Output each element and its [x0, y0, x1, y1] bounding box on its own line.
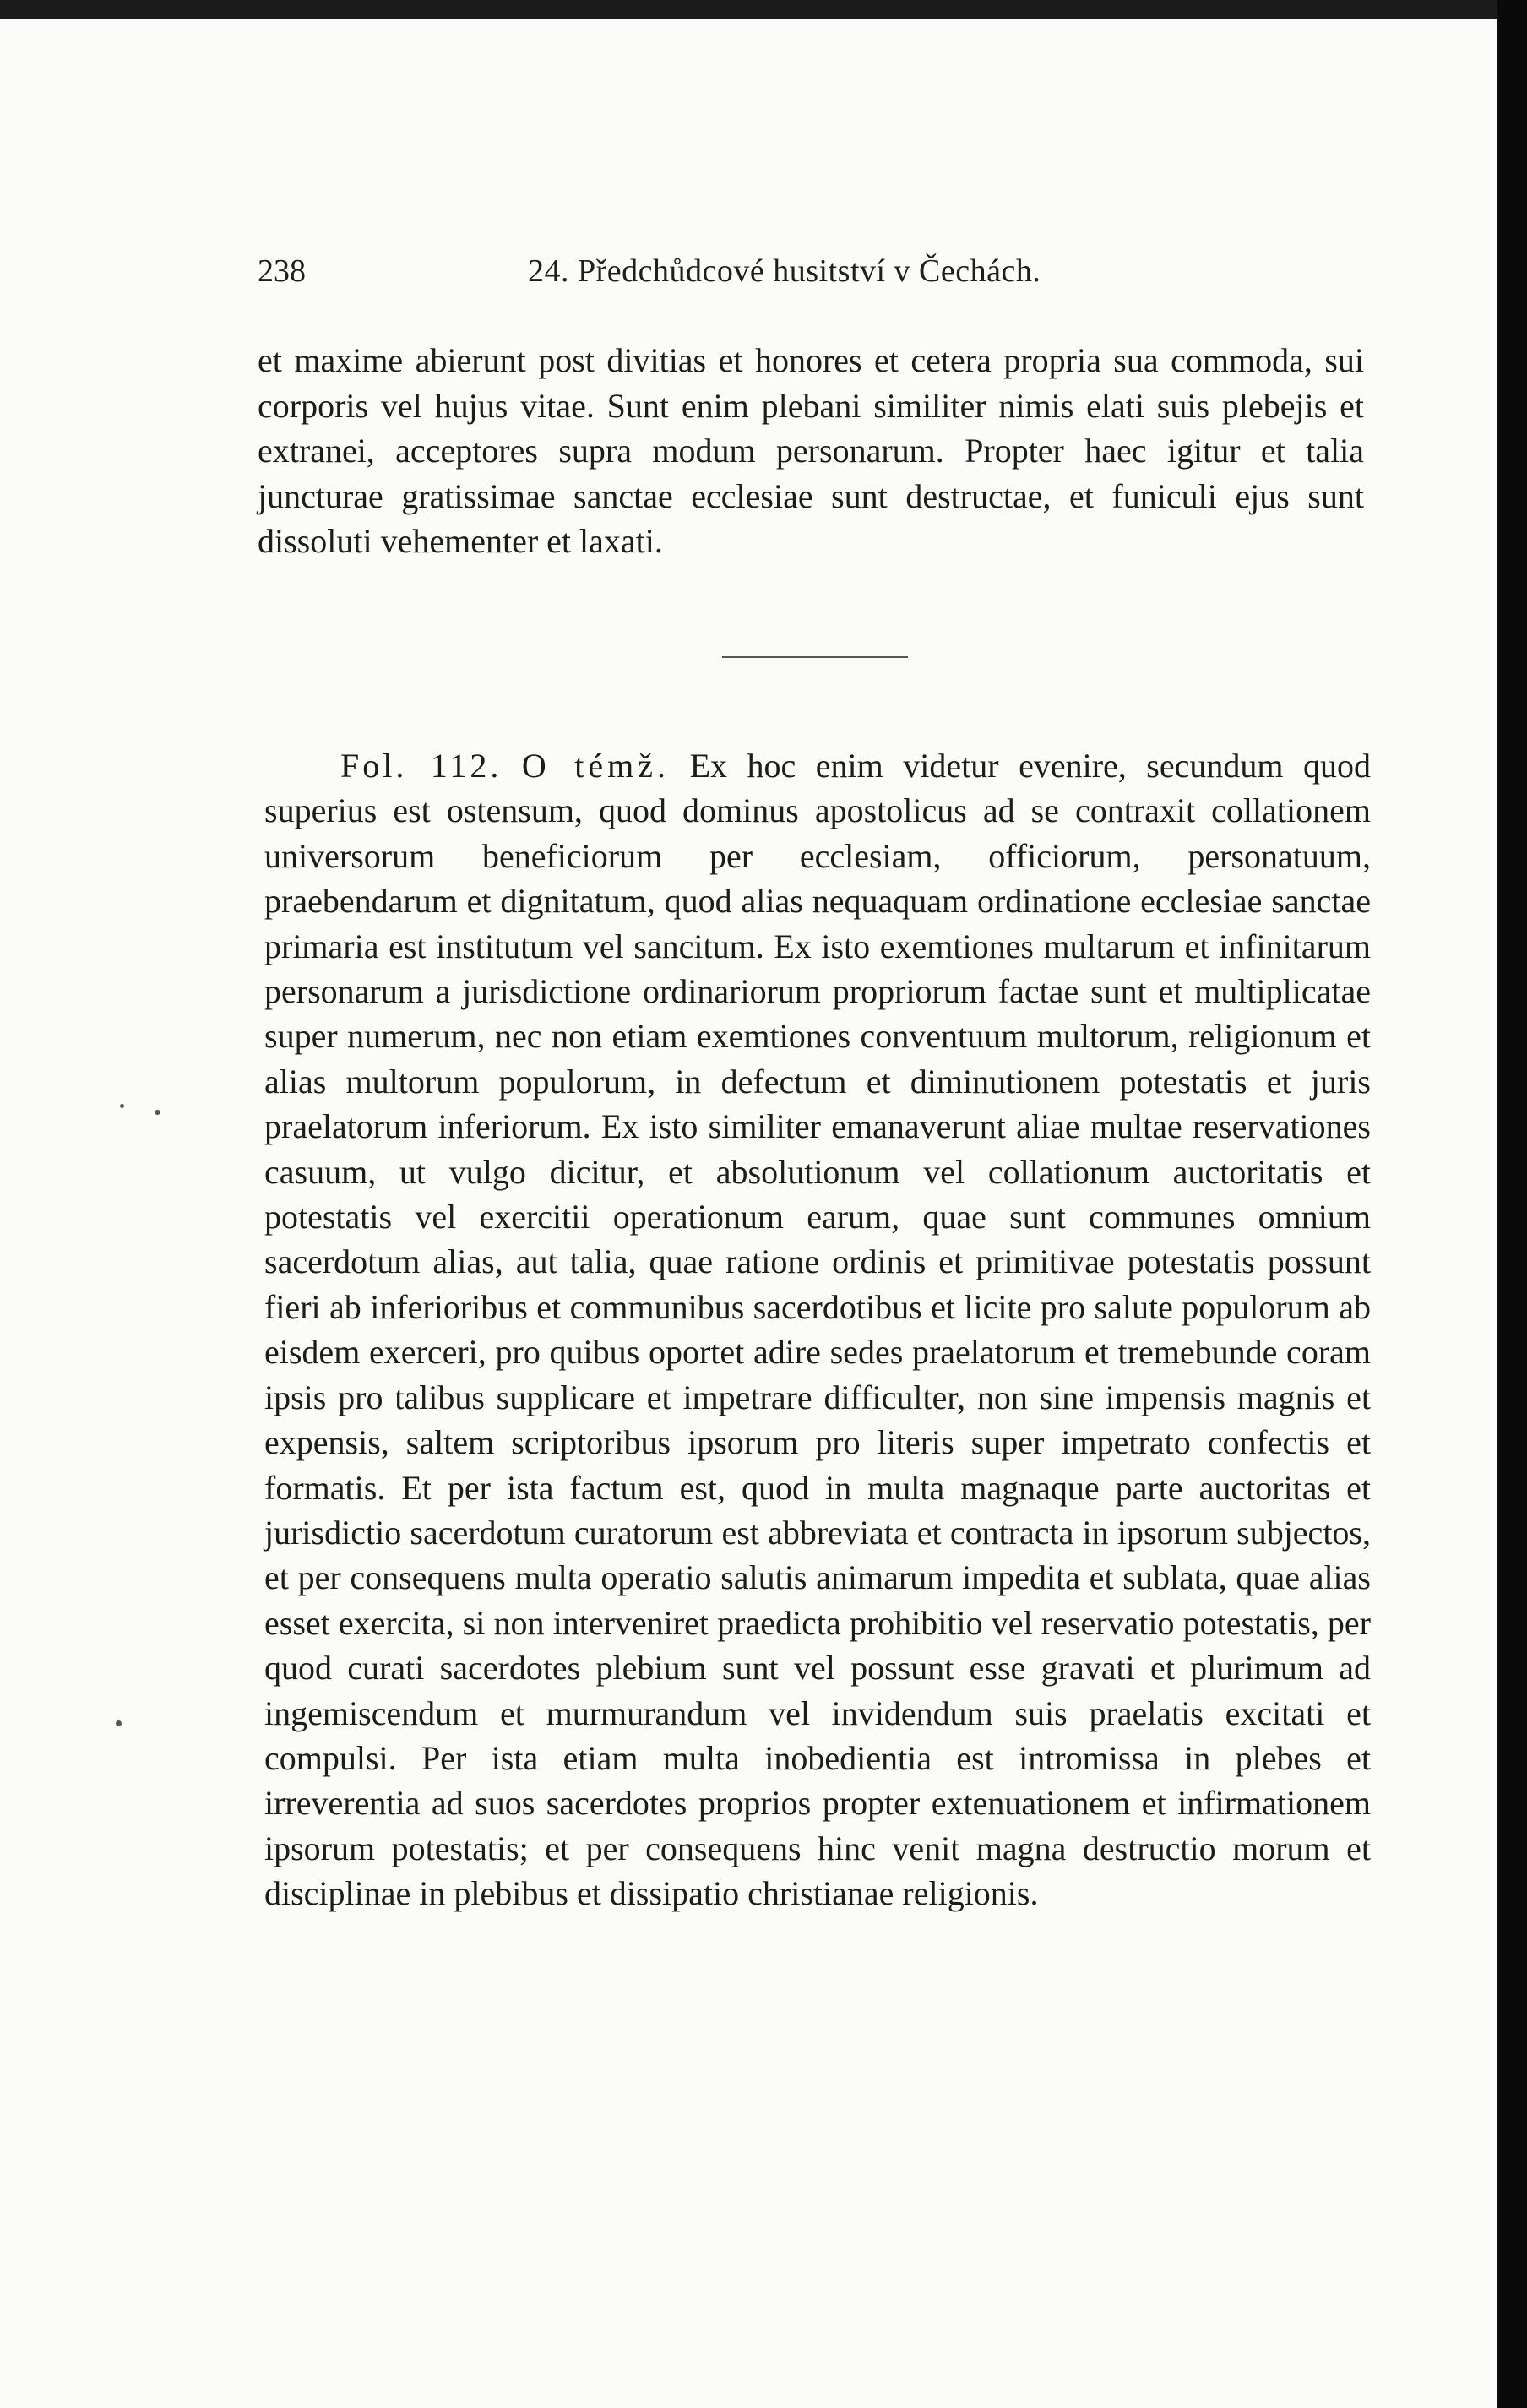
- section-divider: [722, 656, 908, 658]
- margin-speck: [116, 1720, 122, 1726]
- paragraph-continued: et maxime abierunt post divitias et honores et cetera propria sua commoda, sui corporis vel hujus vitae. Sunt enim plebani similiter nimis elati suis plebejis et extranei, acceptores supra modum personarum. Propter haec igitur et talia juncturae gratissimae sanctae ecclesiae sunt destructae, et funiculi ejus sunt dissoluti vehementer et laxati.: [258, 341, 1364, 560]
- paragraph-body: Ex hoc enim videtur evenire, secundum quod superius est ostensum, quod dominus apostolicus ad se contraxit collationem universorum beneficiorum per ecclesiam, officiorum, personatuum, praebendarum et dignitatum, quod alias nequaquam ordinatione ecclesiae sanctae primaria est institutum vel sancitum. Ex isto exemtiones multarum et infinitarum personarum a jurisdictione ordinariorum propriorum factae sunt et multiplicatae super numerum, nec non etiam exemtiones conventuum multorum, religionum et alias multorum populorum, in defectum et diminutionem potestatis et juris praelatorum inferiorum. Ex isto similiter emanaverunt aliae multae reservationes casuum, ut vulgo dicitur, et absolutionum vel collationum auctoritatis et potestatis vel exercitii operationum earum, quae sunt communes omnium sacerdotum alias, aut talia, quae ratione ordinis et primitivae potestatis possunt fieri ab inferioribus et communibus sacerdotibus et licite pro salute populorum ab eisdem exerceri, pro quibus oportet adire sedes praelatorum et tremebunde coram ipsis pro talibus supplicare et impetrare difficulter, non sine impensis magnis et expensis, saltem scriptoribus ipsorum pro literis super impetrato confectis et formatis. Et per ista factum est, quod in multa magnaque parte auctoritas et jurisdictio sacerdotum curatorum est abbreviata et contracta in ipsorum subjectos, et per consequens multa operatio salutis animarum impedita et sublata, quae alias esset exercita, si non interveniret praedicta prohibitio vel reservatio potestatis, per quod curati sacerdotes plebium sunt vel possunt esse gravati et plurimum ad ingemiscendum et murmurandum vel invidendum suis praelatis excitati et compulsi. Per ista etiam multa inobedientia est intromissa in plebes et irreverentia ad suos sacerdotes proprios propter extenuationem et infirmationem ipsorum potestatis; et per consequens hinc venit magna destructio morum et disciplinae in plebibus et dissipatio christianae religionis.: [264, 747, 1371, 1913]
- section-topic: O témž.: [521, 747, 671, 785]
- running-head: [258, 242, 1364, 293]
- scan-edge: [1497, 0, 1527, 2408]
- running-title: 24. Předchůdcové husitství v Čechách.: [528, 253, 1041, 289]
- paragraph-fol-112: [264, 743, 1371, 1916]
- folio-reference: Fol. 112.: [340, 747, 503, 785]
- page-number: 238: [258, 253, 306, 289]
- margin-speck: [120, 1104, 124, 1108]
- margin-speck: [155, 1110, 160, 1115]
- scanned-page: [0, 19, 1497, 2408]
